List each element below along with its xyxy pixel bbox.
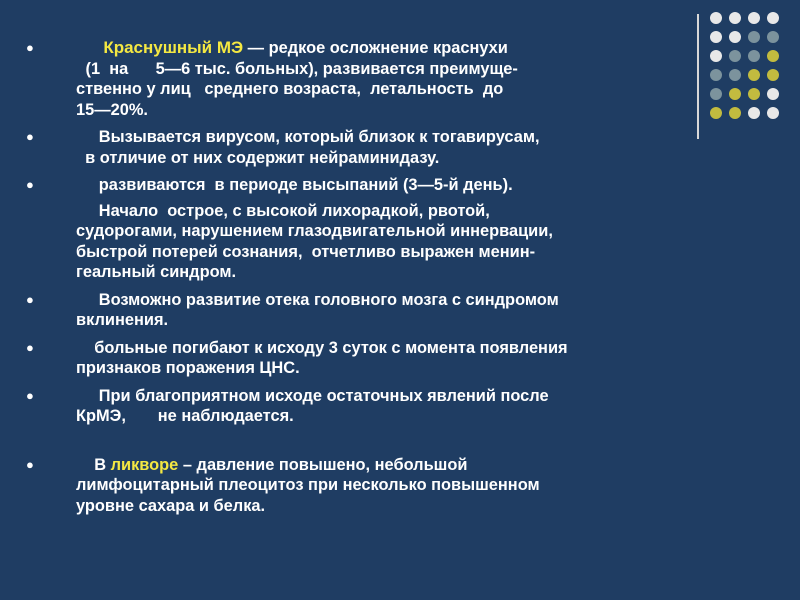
- text-line: Возможно развитие отека головного мозга с синдромом: [76, 290, 559, 309]
- decorative-dot: [748, 12, 760, 24]
- decorative-dot: [767, 107, 779, 119]
- bullet-item: [26, 455, 726, 517]
- decorative-dot: [729, 31, 741, 43]
- text-line: судорогами, нарушением глазодвигательной иннервации,: [76, 222, 553, 240]
- bullet-icon: ●: [26, 456, 34, 472]
- text-line: развиваются в периоде высыпаний (3—5-й день).: [76, 176, 513, 194]
- decorative-dot: [767, 88, 779, 100]
- text-line: Вызывается вирусом, который близок к тогавирусам,: [76, 128, 540, 146]
- text-line: При благоприятном исходе остаточных явлений после: [76, 386, 549, 405]
- text-line: уровне сахара и белка.: [76, 496, 266, 515]
- bullet-item: [26, 386, 726, 427]
- text-run: В: [76, 455, 111, 474]
- text-line: больные погибают к исходу 3 суток с момента появления: [76, 338, 568, 357]
- bullet-item: [26, 338, 726, 379]
- bullet-item: [26, 290, 726, 331]
- text-line: в отличие от них содержит нейраминидазу.: [76, 148, 440, 167]
- text-line: признаков поражения ЦНС.: [76, 359, 300, 377]
- slide-body: [26, 38, 726, 516]
- decorative-dot: [729, 69, 741, 81]
- bullet-icon: ●: [26, 177, 34, 192]
- decorative-dot: [767, 50, 779, 62]
- decorative-dot: [748, 107, 760, 119]
- text-line: Начало острое, с высокой лихорадкой, рвотой,: [76, 201, 490, 220]
- text-line: вклинения.: [76, 311, 169, 329]
- bullet-icon: ●: [26, 40, 34, 55]
- highlight-term: ликворе: [110, 455, 179, 474]
- text-line: лимфоцитарный плеоцитоз при несколько повышенном: [76, 476, 540, 494]
- decorative-dot: [729, 107, 741, 119]
- decorative-dot: [729, 50, 741, 62]
- decorative-dot: [710, 12, 722, 24]
- bullet-icon: ●: [26, 387, 34, 403]
- decorative-dot: [748, 50, 760, 62]
- decorative-dot: [729, 12, 741, 24]
- bullet-icon: ●: [26, 339, 34, 355]
- bullet-item: [26, 38, 726, 59]
- text-run: – давление повышено, небольшой: [178, 455, 468, 474]
- text-line: геальный синдром.: [76, 263, 237, 281]
- decorative-dot: [748, 69, 760, 81]
- bullet-item: [26, 175, 726, 283]
- text-run: [76, 39, 103, 57]
- decorative-dot: [767, 69, 779, 81]
- text-line: КрМЭ, не наблюдается.: [76, 407, 294, 425]
- text-line: (1 на 5—6 тыс. больных), развивается преимуще-: [81, 59, 518, 78]
- bullet-item: [26, 127, 726, 168]
- decorative-dot: [767, 31, 779, 43]
- decorative-dot: [729, 88, 741, 100]
- text-line: быстрой потерей сознания, отчетливо выражен менин-: [76, 242, 536, 261]
- decorative-dot: [748, 31, 760, 43]
- text-line: ственно у лиц среднего возраста, летальность до: [76, 80, 504, 98]
- decorative-dot: [767, 12, 779, 24]
- highlight-term: Краснушный МЭ: [103, 38, 244, 57]
- text-line: 15—20%.: [76, 100, 148, 119]
- bullet-icon: ●: [26, 129, 34, 144]
- decorative-dot: [748, 88, 760, 100]
- bullet-icon: ●: [26, 291, 34, 307]
- text-run: — редкое осложнение краснухи: [243, 39, 508, 57]
